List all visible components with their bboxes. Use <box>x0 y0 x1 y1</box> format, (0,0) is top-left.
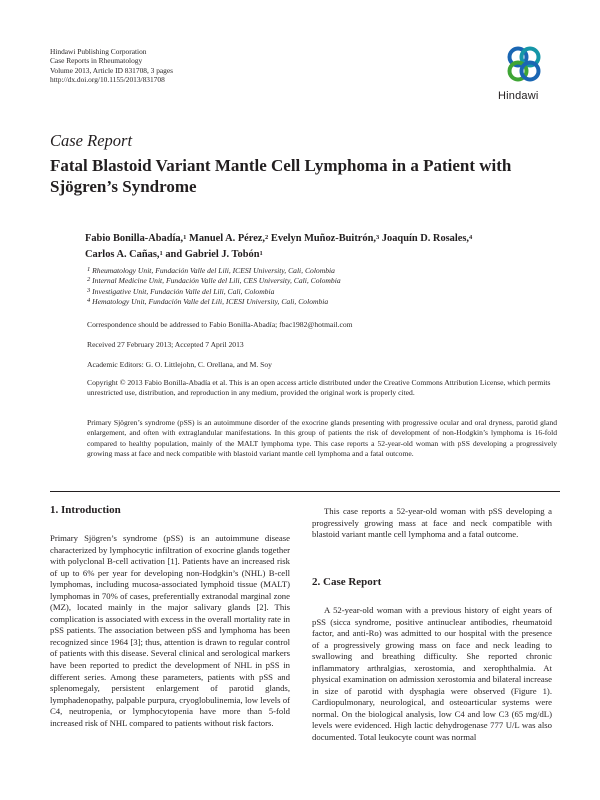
hindawi-logo-icon <box>506 44 542 86</box>
article-title-line: Fatal Blastoid Variant Mantle Cell Lymphoma in a Patient with <box>50 156 512 175</box>
affiliation-number: 2 <box>87 276 91 284</box>
affiliation-text: Internal Medicine Unit, Fundación Valle del Lili, CES University, Cali, Colombia <box>92 276 341 286</box>
affiliation-item <box>87 266 341 276</box>
affiliation-number: 4 <box>87 297 91 305</box>
introduction-paragraph: This case reports a 52-year-old woman with pSS developing a progressively growing mass at face and neck compatible with blastoid variant mantle cell lymphoma and a fatal outcome. <box>312 506 552 540</box>
case-report-heading: 2. Case Report <box>312 576 382 588</box>
author-name: and Gabriel J. Tobón <box>165 249 260 260</box>
correspondence-note: Correspondence should be addressed to Fabio Bonilla-Abadía; fbac1982@hotmail.com <box>87 320 353 329</box>
author-line <box>85 231 555 247</box>
author-affiliation-mark: 1 <box>183 234 187 241</box>
affiliation-list <box>87 266 341 308</box>
author-list <box>85 231 555 263</box>
academic-editors: Academic Editors: G. O. Littlejohn, C. Orellana, and M. Soy <box>87 360 272 369</box>
introduction-body <box>50 533 290 729</box>
author-affiliation-mark: 2 <box>265 234 269 241</box>
section-divider <box>50 491 560 492</box>
author-affiliation-mark: 1 <box>259 250 263 257</box>
hindawi-logo[interactable] <box>495 44 555 102</box>
publication-info <box>50 47 173 85</box>
author-name: Carlos A. Cañas, <box>85 249 160 260</box>
affiliation-item <box>87 276 341 286</box>
copyright-notice: Copyright © 2013 Fabio Bonilla-Abadía et al. This is an open access article distributed under the Creative Commons Attribution License, which permits unrestricted use, distribution, and reproduction in any medium, provided the original work is properly cited. <box>87 378 551 398</box>
author-affiliation-mark: 4 <box>469 234 473 241</box>
affiliation-number: 1 <box>87 266 91 273</box>
author-line <box>85 247 555 263</box>
affiliation-number: 3 <box>87 286 91 294</box>
case-report-body <box>312 605 552 744</box>
hindawi-logo-text: Hindawi <box>498 90 539 102</box>
received-accepted-dates: Received 27 February 2013; Accepted 7 April 2013 <box>87 340 244 349</box>
article-type: Case Report <box>50 131 133 150</box>
doi-link[interactable]: http://dx.doi.org/10.1155/2013/831708 <box>50 75 165 85</box>
case-report-paragraph: A 52-year-old woman with a previous history of eight years of pSS (sicca syndrome, positive antinuclear antibodies, rheumatoid factor, and anti-Ro) was admitted to our hospital with the presence of a progressively growing mass on face and neck leading to swallowing and breathing difficulty. She reported chronic inflammatory arthralgias, xerostomia, and xerophthalmia. At physical examination on admission xerostomia and bilateral increase in size of parotid with dysphagia were observed (Figure 1). Cardiopulmonary, neurological, and osteoarticular systems were normal. On the biological analysis, low C4 and low C3 (65 mg/dL) levels were evidenced. High lactic dehydrogenase 777 U/L was also documented. Total leukocyte count was normal <box>312 605 552 743</box>
journal-name: Case Reports in Rheumatology <box>50 56 143 66</box>
volume-info: Volume 2013, Article ID 831708, 3 pages <box>50 65 174 75</box>
introduction-continued <box>312 506 552 541</box>
author-name: Fabio Bonilla-Abadía, <box>85 233 184 244</box>
affiliation-text: Hematology Unit, Fundación Valle del Lili, ICESI University, Cali, Colombia <box>92 297 329 307</box>
publisher-name: Hindawi Publishing Corporation <box>50 47 147 56</box>
introduction-heading: 1. Introduction <box>50 504 121 516</box>
article-title <box>50 155 560 197</box>
affiliation-text: Rheumatology Unit, Fundación Valle del Lili, ICESI University, Cali, Colombia <box>92 266 335 275</box>
affiliation-text: Investigative Unit, Fundación Valle del Lili, Cali, Colombia <box>92 286 275 296</box>
affiliation-item <box>87 297 341 307</box>
author-name: Evelyn Muñoz-Buitrón, <box>270 233 376 244</box>
author-name: Joaquín D. Rosales, <box>381 233 470 244</box>
affiliation-item <box>87 287 341 297</box>
author-affiliation-mark: 1 <box>159 250 163 257</box>
article-title-line: Sjögren’s Syndrome <box>50 177 197 196</box>
author-name: Manuel A. Pérez, <box>189 233 266 244</box>
introduction-paragraph: Primary Sjögren’s syndrome (pSS) is an autoimmune disease characterized by lymphocytic infiltration of exocrine glands together with polyclonal B-cell activation [1]. Patients have an increased risk of up to 6% per year for developing non-Hodgkin’s (NHL) B-cell lymphomas, including mucosa-associated lymphoid tissue (MALT) lymphomas in 70% of cases, preferentially extranodal marginal zone (MZ), located mainly in the major salivary glands [2]. This complication is associated with excess in the overall mortality rate in pSS patients. The association between pSS and lymphoma has been recognized since 1964 [3]; thus, attention is drawn to regular control of patients with this disease. Several clinical and serological markers have been reported to predict the development of NHL in pSS in different series. Among these parameters, patients with pSS and splenomegaly, persistent enlargement of parotid glands, lymphadenopathy, palpable purpura, cryoglobulinemia, low levels of C4, neutropenia, or lymphocytopenia have more than 5-fold increased risk of NHL compared to patients without risk factors. <box>50 533 290 728</box>
author-affiliation-mark: 3 <box>375 234 380 241</box>
abstract-text: Primary Sjögren’s syndrome (pSS) is an autoimmune disorder of the exocrine glands presenting with progressive ocular and oral dryness, parotid gland enlargement, and often with extraglandular manifestations. In this group of patients the risk of development of non-Hodgkin’s lymphoma is 16-fold compared to healthy population, mainly of the MALT lymphoma type. This case reports a 52-year-old woman with pSS developing a progressively growing mass at face and neck compatible with blastoid variant mantle cell lymphoma and a fatal outcome. <box>87 418 557 459</box>
